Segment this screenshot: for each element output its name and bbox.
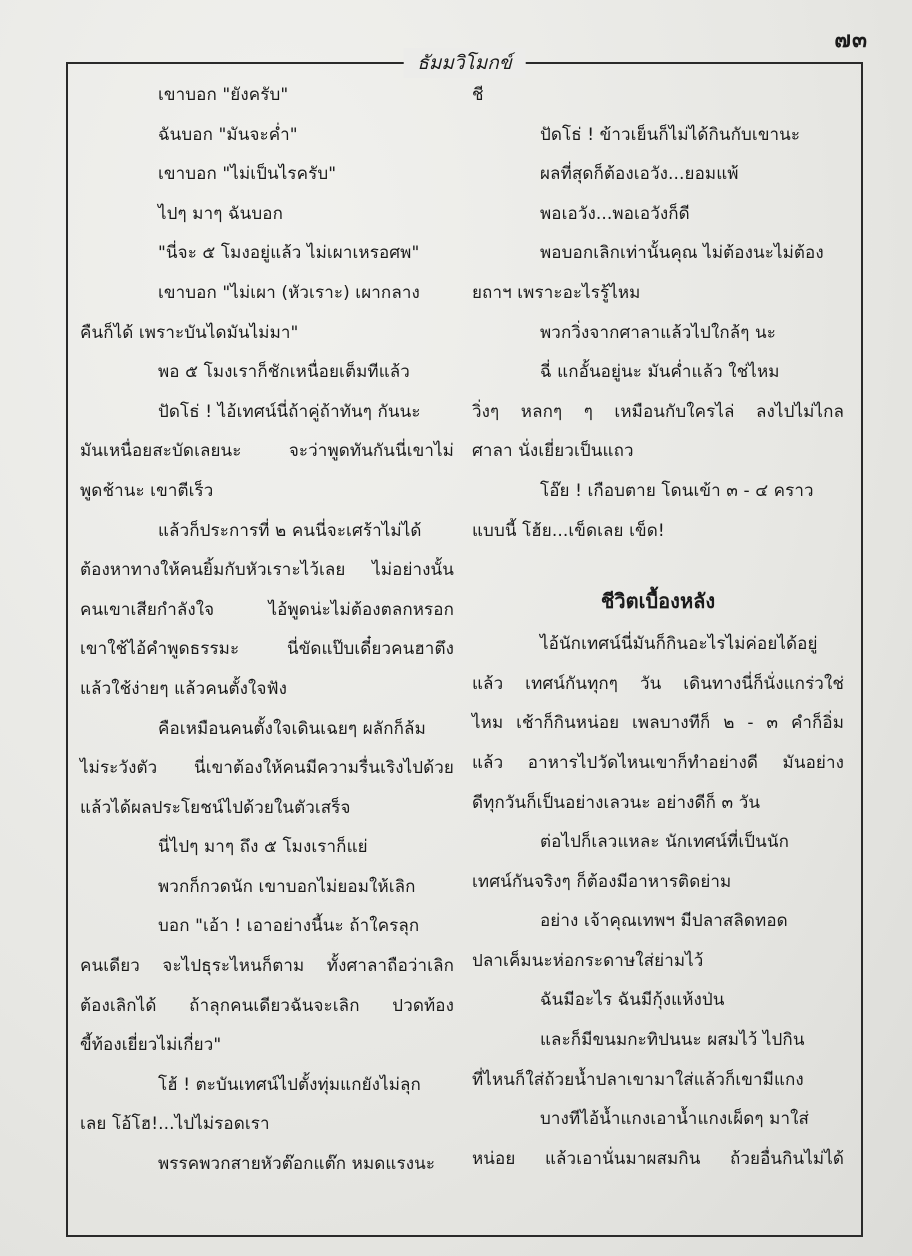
text-line: พรรคพวกสายหัวต๊อกแต๊ก หมดแรงนะ bbox=[158, 1154, 436, 1175]
text-line: ไอ้นักเทศน์นี่มันก็กินอะไรไม่ค่อยได้อยู่ bbox=[540, 634, 818, 655]
section-heading: ชีวิตเบื้องหลัง bbox=[600, 589, 716, 614]
text-line: วิ่งๆ หลกๆ ๆ เหมือนกับใครไล่ ลงไปไม่ไกล bbox=[472, 401, 844, 422]
text-line: ต่อไปก็เลวแหละ นักเทศน์ที่เป็นนัก bbox=[540, 832, 789, 853]
running-header: ธัมมวิโมกข์ bbox=[403, 48, 526, 78]
text-line: พอเอวัง...พอเอวังก็ดี bbox=[540, 203, 690, 224]
text-line: แล้ว อาหารไปวัดไหนเขาก็ทำอย่างดี มันอย่าง bbox=[472, 752, 844, 773]
text-line: แล้วใช้ง่ายๆ แล้วคนตั้งใจฟัง bbox=[80, 678, 288, 699]
text-line: เขาบอก "ไม่เป็นไรครับ" bbox=[158, 164, 337, 185]
text-line: ต้องหาทางให้คนยิ้มกับหัวเราะไว้เลย ไม่อย่างนั้น bbox=[80, 560, 454, 581]
text-line: ชี bbox=[472, 85, 484, 105]
text-line: ไม่ระวังตัว นี่เขาต้องให้คนมีความรื่นเริงไปด้วย bbox=[80, 758, 454, 779]
text-line: เขาบอก "ไม่เผา (หัวเราะ) เผากลาง bbox=[158, 282, 420, 303]
text-line: ขี้ท้องเยี่ยวไม่เกี่ยว" bbox=[80, 1035, 222, 1056]
text-line: ปัดโธ่ ! ข้าวเย็นก็ไม่ได้กินกับเขานะ bbox=[540, 124, 801, 145]
text-line: ปลาเค็มนะห่อกระดาษใส่ย่ามไว้ bbox=[472, 950, 704, 971]
text-line: ฉี่ แกอั้นอยู่นะ มันค่ำแล้ว ใช่ไหม bbox=[540, 362, 780, 383]
text-line: บอก "เอ้า ! เอาอย่างนี้นะ ถ้าใครลุก bbox=[158, 916, 420, 937]
text-line: และก็มีขนมกะทิปนนะ ผสมไว้ ไปกิน bbox=[540, 1030, 805, 1051]
text-line: พอบอกเลิกเท่านั้นคุณ ไม่ต้องนะไม่ต้อง bbox=[540, 243, 824, 264]
text-line: พวกก็กวดนัก เขาบอกไม่ยอมให้เลิก bbox=[158, 876, 416, 897]
text-line: ยถาฯ เพราะอะไรรู้ไหม bbox=[472, 282, 641, 303]
text-line: ปัดโธ่ ! ไอ้เทศน์นี่ถ้าคู่ถ้าทันๆ กันนะ bbox=[158, 401, 421, 422]
text-line: โอ๊ย ! เกือบตาย โดนเข้า ๓ - ๔ คราว bbox=[540, 480, 814, 501]
text-line: นี่ไปๆ มาๆ ถึง ๕ โมงเราก็แย่ bbox=[158, 837, 368, 858]
text-line: เทศน์กันจริงๆ ก็ต้องมีอาหารติดย่าม bbox=[472, 871, 732, 892]
text-line: ดีทุกวันก็เป็นอย่างเลวนะ อย่างดีก็ ๓ วัน bbox=[472, 792, 761, 813]
page-number: ๗๓ bbox=[834, 28, 868, 53]
left-column bbox=[80, 76, 454, 1185]
text-line: แบบนี้ โฮ้ย...เข็ดเลย เข็ด! bbox=[472, 520, 665, 541]
text-line: ไหม เช้าก็กินหน่อย เพลบางทีก็ ๒ - ๓ คำก็อิ่ม bbox=[472, 713, 844, 734]
text-line: เขาบอก "ยังครับ" bbox=[158, 85, 289, 105]
text-line: พอ ๕ โมงเราก็ชักเหนื่อยเต็มทีแล้ว bbox=[158, 362, 410, 383]
text-line: พวกวิ่งจากศาลาแล้วไปใกล้ๆ นะ bbox=[540, 322, 776, 343]
text-line: ต้องเลิกได้ ถ้าลุกคนเดียวฉันจะเลิก ปวดท้อง bbox=[80, 995, 454, 1016]
text-line: พูดช้านะ เขาตีเร็ว bbox=[80, 480, 214, 501]
text-line: ที่ไหนก็ใส่ถ้วยน้ำปลาเขามาใส่แล้วก็เขามีแกง bbox=[472, 1069, 804, 1090]
text-line: แล้วก็ประการที่ ๒ คนนี่จะเศร้าไม่ได้ bbox=[158, 520, 422, 541]
text-line: โฮ้ ! ตะบันเทศน์ไปตั้งทุ่มแกยังไม่ลุก bbox=[158, 1074, 421, 1095]
text-line: "นี่จะ ๕ โมงอยู่แล้ว ไม่เผาเหรอศพ" bbox=[158, 243, 420, 264]
text-line: คืนก็ได้ เพราะบันไดมันไม่มา" bbox=[80, 322, 299, 343]
text-line: แล้ว เทศน์กันทุกๆ วัน เดินทางนี่ก็นั่งแกร่วใช่ bbox=[472, 673, 844, 694]
text-line: ศาลา นั่งเยี่ยวเป็นแถว bbox=[472, 441, 634, 462]
right-column bbox=[472, 76, 844, 1179]
text-line: เขาใช้ไอ้คำพูดธรรมะ นี่ขัดแป๊บเดี๋ยวคนฮาตึง bbox=[80, 639, 454, 660]
text-line: ฉันมีอะไร ฉันมีกุ้งแห้งป่น bbox=[540, 990, 725, 1011]
text-line: เลย โอ้โฮ!...ไปไม่รอดเรา bbox=[80, 1114, 270, 1135]
text-line: คือเหมือนคนตั้งใจเดินเฉยๆ ผลักก็ล้ม bbox=[158, 718, 426, 739]
text-line: หน่อย แล้วเอานั่นมาผสมกิน ถ้วยอื่นกินไม่ได้ bbox=[472, 1148, 844, 1169]
text-line: อย่าง เจ้าคุณเทพฯ มีปลาสลิดทอด bbox=[540, 911, 788, 932]
text-line: ผลที่สุดก็ต้องเอวัง...ยอมแพ้ bbox=[540, 164, 739, 185]
text-line: บางทีไอ้น้ำแกงเอาน้ำแกงเผ็ดๆ มาใส่ bbox=[540, 1109, 809, 1130]
text-line: คนเขาเสียกำลังใจ ไอ้พูดน่ะไม่ต้องตลกหรอก bbox=[80, 599, 454, 620]
text-line: ฉันบอก "มันจะค่ำ" bbox=[158, 124, 298, 145]
text-line: แล้วได้ผลประโยชน์ไปด้วยในตัวเสร็จ bbox=[80, 797, 351, 818]
text-line: คนเดียว จะไปธุระไหนก็ตาม ทั้งศาลาถือว่าเลิก bbox=[80, 956, 454, 977]
text-line: มันเหนื่อยสะบัดเลยนะ จะว่าพูดทันกันนี่เขาไม่ bbox=[80, 441, 454, 462]
text-frame bbox=[66, 52, 863, 1237]
text-line: ไปๆ มาๆ ฉันบอก bbox=[158, 203, 283, 224]
